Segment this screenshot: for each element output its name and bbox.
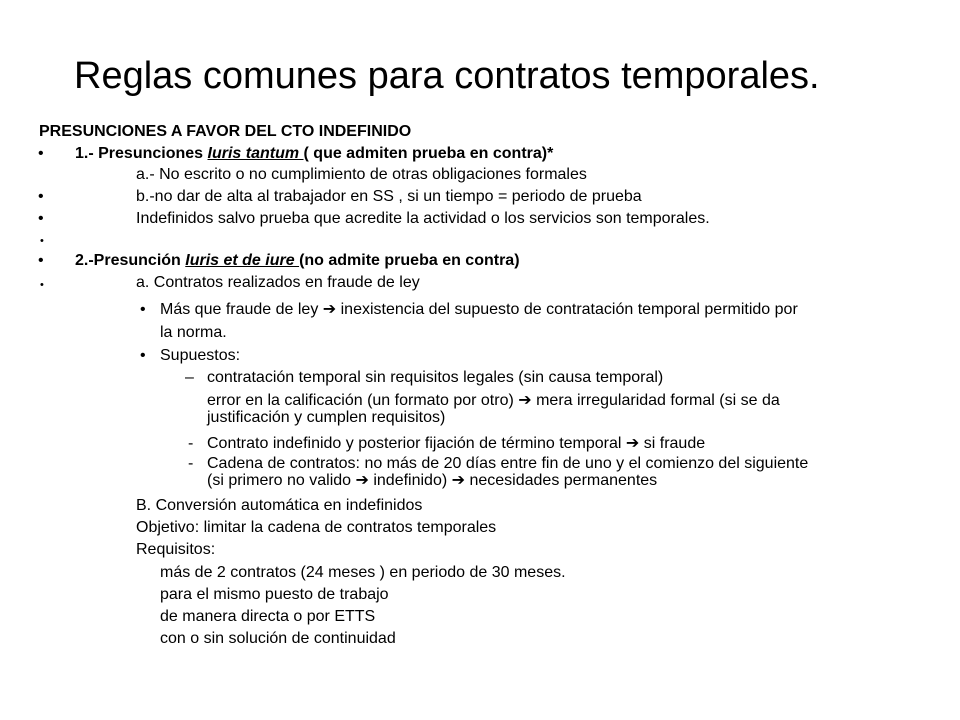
text: ( que admiten prueba en contra)* xyxy=(303,145,554,162)
text-line: Requisitos: xyxy=(136,541,216,558)
text-line xyxy=(207,471,657,490)
text-line: a.- No escrito o no cumplimiento de otras obligaciones formales xyxy=(136,166,587,183)
text-line: b.-no dar de alta al trabajador en SS , si un tiempo = periodo de prueba xyxy=(136,188,642,205)
arrow-icon: ➔ xyxy=(518,392,532,409)
bullet: • xyxy=(40,235,44,247)
bullet: • xyxy=(38,188,44,205)
text: 2.-Presunción xyxy=(75,252,186,269)
dash: - xyxy=(188,455,194,472)
latin-term: Iuris tantum xyxy=(207,145,304,162)
latin-term: Iuris et de iure xyxy=(185,252,300,269)
text: 1.- Presunciones xyxy=(75,145,208,162)
text-line: contratación temporal sin requisitos legales (sin causa temporal) xyxy=(207,369,664,386)
bullet: • xyxy=(140,301,146,318)
bullet: • xyxy=(40,279,44,291)
text: (no admite prueba en contra) xyxy=(299,252,520,269)
text: Más que fraude de ley xyxy=(160,301,323,318)
text-line: con o sin solución de continuidad xyxy=(160,630,396,647)
presuncion-iuris-tantum xyxy=(75,144,553,163)
text: (si primero no valido xyxy=(207,472,356,489)
text-line: B. Conversión automática en indefinidos xyxy=(136,497,423,514)
text-line xyxy=(207,434,705,453)
text-line: a. Contratos realizados en fraude de ley xyxy=(136,274,420,291)
bullet: • xyxy=(140,347,146,364)
text-line: Cadena de contratos: no más de 20 días entre fin de uno y el comienzo del siguiente xyxy=(207,455,809,472)
section-heading: PRESUNCIONES A FAVOR DEL CTO INDEFINIDO xyxy=(39,123,412,140)
text-line: para el mismo puesto de trabajo xyxy=(160,586,389,603)
text-line: de manera directa o por ETTS xyxy=(160,608,376,625)
text-line: Objetivo: limitar la cadena de contratos temporales xyxy=(136,519,497,536)
text: mera irregularidad formal (si se da xyxy=(531,392,780,409)
bullet: • xyxy=(38,252,44,269)
bullet: • xyxy=(38,145,44,162)
text-line: justificación y cumplen requisitos) xyxy=(207,409,446,426)
bullet: • xyxy=(38,210,44,227)
arrow-icon: ➔ xyxy=(322,301,337,318)
text: necesidades permanentes xyxy=(465,472,658,489)
arrow-icon: ➔ xyxy=(451,472,466,489)
text-line: la norma. xyxy=(160,324,227,341)
text: inexistencia del supuesto de contratación temporal permitido por xyxy=(336,301,798,318)
text: si fraude xyxy=(639,435,706,452)
text: error en la calificación (un formato por otro) xyxy=(207,392,519,409)
text: Contrato indefinido y posterior fijación de término temporal xyxy=(207,435,626,452)
text-line: Supuestos: xyxy=(160,347,241,364)
text-line xyxy=(160,300,798,319)
arrow-icon: ➔ xyxy=(625,435,640,452)
text-line: más de 2 contratos (24 meses ) en periodo de 30 meses. xyxy=(160,564,566,581)
page-title: Reglas comunes para contratos temporales. xyxy=(74,55,820,97)
text: indefinido) xyxy=(368,472,452,489)
arrow-icon: ➔ xyxy=(355,472,369,489)
text-line: Indefinidos salvo prueba que acredite la actividad o los servicios son temporales. xyxy=(136,210,710,227)
dash: – xyxy=(185,369,194,386)
dash: - xyxy=(188,435,194,452)
presuncion-iuris-et-de-iure xyxy=(75,251,520,270)
